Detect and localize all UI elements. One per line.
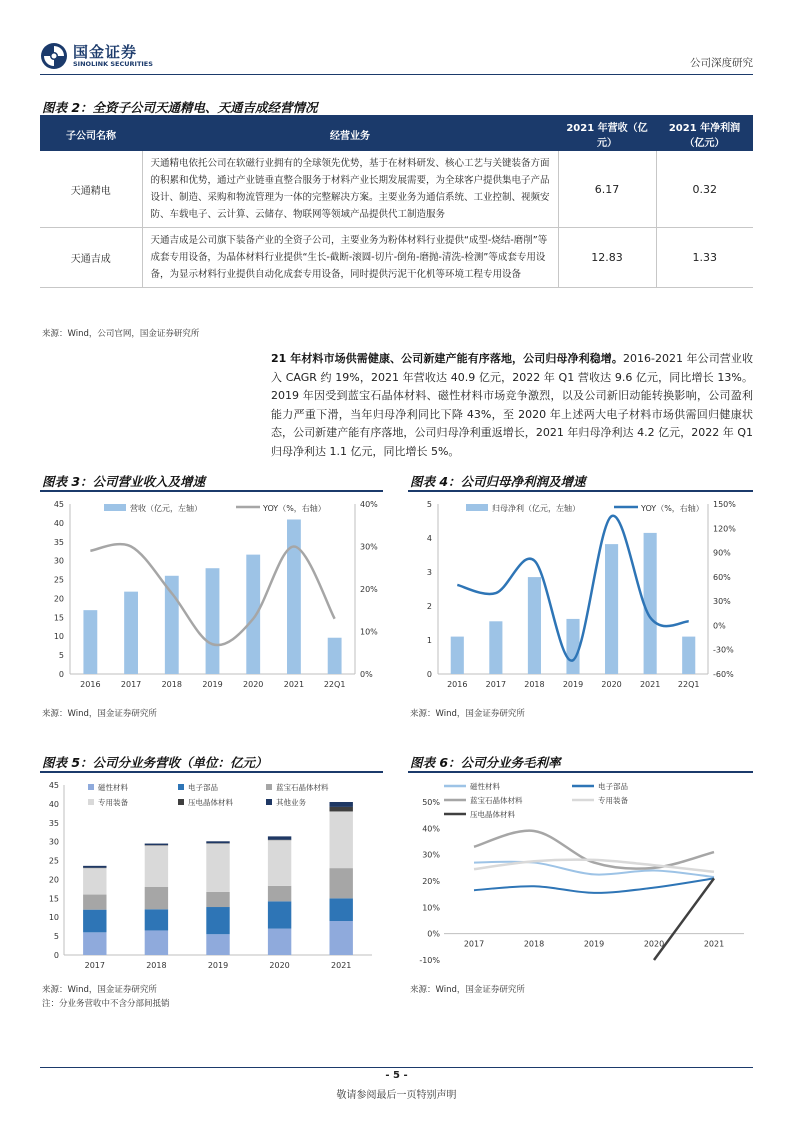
stacked-bar-segment [83, 868, 106, 894]
legend-label: 蓝宝石晶体材料 [470, 796, 523, 805]
y-tick-label-right: -30% [713, 645, 734, 655]
y-tick-label-left: 2 [426, 602, 432, 611]
fig4-title: 图表 4：公司归母净利润及增速 [410, 474, 586, 489]
bar [489, 621, 502, 674]
y-tick-label-right: 60% [713, 572, 731, 582]
table2-title: 图表 2：全资子公司天通精电、天通吉成经营情况 [42, 100, 318, 115]
x-tick-label: 2017 [84, 961, 105, 970]
y-tick-label-left: 5 [58, 651, 64, 661]
table-header-row [40, 117, 753, 151]
paragraph-lead: 21 年材料市场供需健康、公司新建产能有序落地，公司归母净利稳增。 [271, 352, 623, 365]
y-tick-label: 0 [53, 951, 59, 960]
fig3-title-rule [40, 490, 383, 492]
stacked-bar-segment [145, 887, 168, 909]
y-tick-label: 15 [48, 894, 59, 904]
y-tick-label-right: -60% [713, 670, 734, 679]
legend-label: 电子部品 [598, 782, 628, 791]
fig5-note: 注：分业务营收中不含分部间抵销 [42, 999, 170, 1009]
x-tick-label: 22Q1 [677, 680, 700, 689]
x-tick-label: 2017 [463, 939, 485, 949]
y-tick-label-left: 40 [53, 518, 64, 528]
fig3-chart [40, 494, 385, 694]
y-tick-label-right: 10% [360, 627, 378, 637]
y-tick-label-right: 40% [360, 500, 378, 509]
stacked-bar-segment [83, 932, 106, 955]
bar [206, 568, 220, 674]
col-header-revenue: 2021 年营收（亿元） [558, 117, 656, 151]
fig4-chart [408, 494, 753, 694]
stacked-bar-segment [145, 845, 168, 887]
stacked-bar-segment [145, 909, 168, 930]
subsidiary-table [40, 117, 753, 288]
sinolink-logo-icon [40, 42, 68, 70]
stacked-bar-segment [206, 907, 229, 934]
stacked-bar-segment [329, 921, 352, 955]
y-tick-label: 35 [48, 818, 59, 828]
y-tick-label-right: 120% [713, 524, 736, 534]
y-tick-label-right: 0% [360, 670, 373, 679]
series-line [474, 878, 714, 892]
y-tick-label: 40 [48, 799, 59, 809]
x-tick-label: 2020 [643, 939, 665, 949]
y-tick-label-left: 15 [53, 613, 64, 623]
analysis-paragraph [271, 350, 753, 462]
paragraph-body: 2016-2021 年公司营业收入 CAGR 约 19%，2021 年营收达 40.9 亿元，2022 年 Q1 营收达 9.6 亿元，同比增长 13%。2019 年因受到蓝宝石晶体材料、磁性材料市场竞争激烈，以及公司新旧动能转换影响，公司盈利能力严重下滑，当年归母净利同比下降 43%，至 2020 年上述两大电子材料市场供需回归健康状态，公司新建产能有序落地，公司归母净利重返增长，2021 年归母净利达 4.2 亿元，2022 年 Q1 归母净利达 1.1 亿元，同比增长 5%。 [271, 352, 753, 458]
x-tick-label: 2021 [331, 961, 352, 970]
x-tick-label: 2016 [80, 680, 101, 689]
y-tick-label: 10 [48, 913, 59, 923]
legend-label: 压电晶体材料 [470, 810, 515, 819]
y-tick-label-left: 20 [53, 594, 64, 604]
header-divider [40, 74, 753, 75]
bar [287, 519, 301, 674]
stacked-bar-segment [145, 844, 168, 846]
stacked-bar-segment [329, 811, 352, 868]
stacked-bar-segment [83, 895, 106, 910]
legend-swatch [88, 784, 94, 790]
report-type-label: 公司深度研究 [690, 57, 753, 69]
y-tick-label: 45 [48, 781, 59, 790]
legend-label: 磁性材料 [98, 783, 128, 792]
legend-swatch [266, 799, 272, 805]
y-tick-label: 0% [427, 929, 440, 939]
cell-business: 天通吉成是公司旗下装备产业的全资子公司，主要业务为粉体材料行业提供“成型-烧结-磨削”等成套专用设备，为晶体材料行业提供“生长-截断-滚圆-切片-倒角-磨抛-清洗-检测”等成套专用设备，为显示材料行业提供自动化成套专用设备，同时提供污泥干化机等环境工程专用设备 [142, 228, 558, 288]
table-row [40, 151, 753, 228]
fig4-legend [466, 503, 704, 514]
bar [451, 637, 464, 674]
x-tick-label: 2019 [562, 680, 584, 689]
x-tick-label: 2020 [269, 961, 290, 970]
company-logo [40, 42, 153, 70]
stacked-bar-segment [329, 868, 352, 898]
stacked-bar-segment [206, 844, 229, 892]
fig5-chart [40, 775, 385, 975]
y-tick-label-left: 0 [58, 670, 64, 679]
x-tick-label: 2017 [485, 680, 507, 689]
y-tick-label: 20% [422, 877, 440, 886]
y-tick-label: 20 [48, 875, 59, 885]
bar [246, 555, 260, 674]
x-tick-label: 2019 [207, 961, 229, 970]
legend-label-revenue: 营收（亿元，左轴） [130, 504, 202, 513]
x-tick-label: 2017 [120, 680, 142, 689]
stacked-bar-segment [329, 807, 352, 812]
legend-label: 其他业务 [276, 798, 306, 807]
legend-label-yoy: YOY（%，右轴） [263, 504, 326, 513]
x-tick-label: 2018 [161, 680, 182, 689]
legend-swatch [178, 784, 184, 790]
footer-divider [40, 1067, 753, 1068]
legend-label: 专用装备 [598, 796, 628, 805]
legend-swatch-revenue [104, 504, 126, 511]
cell-profit: 1.33 [656, 228, 753, 288]
footer-disclaimer: 敬请参阅最后一页特别声明 [336, 1090, 457, 1101]
legend-label-yoy: YOY（%，右轴） [641, 504, 704, 513]
x-tick-label: 22Q1 [323, 680, 346, 689]
bar [566, 619, 579, 674]
fig4-title-rule [408, 490, 753, 492]
x-tick-label: 2020 [601, 680, 622, 689]
fig6-chart [408, 775, 753, 975]
y-tick-label: 50% [422, 798, 440, 807]
stacked-bar-segment [83, 866, 106, 868]
table-row [40, 228, 753, 288]
cell-business: 天通精电依托公司在软磁行业拥有的全球领先优势，基于在材料研发、核心工艺与关键装备方面的积累和优势，通过产业链垂直整合服务于材料产业长期发展需要，为全球客户提供集电子产品设计、制造、采购和物流管理为一体的完整解决方案。主要业务为通信系统、工业控制、视频安防、车载电子、云计算、云储存、物联网等领域产品提供代工制造服务 [142, 151, 558, 228]
legend-label: 磁性材料 [470, 782, 500, 791]
legend-swatch [88, 799, 94, 805]
legend-label: 专用装备 [98, 798, 128, 807]
bar [605, 544, 618, 674]
x-tick-label: 2018 [524, 680, 545, 689]
stacked-bar-segment [329, 802, 352, 807]
x-tick-label: 2016 [447, 680, 468, 689]
y-tick-label-left: 3 [426, 568, 432, 577]
stacked-bar-segment [206, 892, 229, 907]
y-tick-label: 10% [422, 903, 440, 913]
y-tick-label-right: 20% [360, 585, 378, 594]
col-header-profit: 2021 年净利润（亿元） [656, 117, 753, 151]
y-tick-label: -10% [419, 956, 440, 965]
y-tick-label-right: 30% [713, 597, 731, 607]
cell-name: 天通吉成 [40, 228, 142, 288]
cell-revenue: 6.17 [558, 151, 656, 228]
legend-label: 蓝宝石晶体材料 [276, 783, 329, 792]
stacked-bar-segment [83, 910, 106, 933]
bar [328, 638, 342, 674]
bar [124, 592, 138, 674]
cell-name: 天通精电 [40, 151, 142, 228]
stacked-bar-segment [268, 836, 291, 839]
fig6-title-rule [408, 771, 753, 773]
x-tick-label: 2021 [703, 939, 725, 949]
y-tick-label: 30% [422, 850, 440, 860]
y-tick-label: 25 [48, 856, 59, 866]
x-tick-label: 2018 [146, 961, 167, 970]
y-tick-label-right: 0% [713, 621, 726, 631]
stacked-bar-segment [145, 930, 168, 955]
y-tick-label-right: 30% [360, 542, 378, 552]
legend-swatch [178, 799, 184, 805]
fig5-title: 图表 5：公司分业务营收（单位：亿元） [42, 755, 268, 770]
table2-source: 来源：Wind，公司官网，国金证券研究所 [42, 329, 200, 339]
logo-chinese: 国金证券 [73, 42, 138, 61]
bar [83, 610, 97, 674]
bar [682, 637, 695, 674]
y-tick-label-left: 0 [426, 670, 432, 679]
bar [165, 576, 179, 674]
y-tick-label-left: 30 [53, 556, 64, 566]
legend-label-profit: 归母净利（亿元，左轴） [492, 504, 580, 513]
y-tick-label-left: 1 [426, 636, 432, 645]
stacked-bar-segment [206, 841, 229, 843]
bar [528, 577, 541, 674]
y-tick-label-left: 5 [426, 500, 432, 509]
x-tick-label: 2019 [202, 680, 223, 689]
y-tick-label: 5 [53, 932, 59, 942]
y-tick-label: 40% [422, 824, 440, 834]
fig5-source: 来源：Wind，国金证券研究所 [42, 985, 157, 995]
fig3-title: 图表 3：公司营业收入及增速 [42, 474, 206, 489]
stacked-bar-segment [268, 886, 291, 901]
x-tick-label: 2020 [243, 680, 264, 689]
stacked-bar-segment [268, 901, 291, 928]
page-number: - 5 - [385, 1070, 408, 1081]
y-tick-label-left: 25 [53, 575, 64, 585]
stacked-bar-segment [268, 840, 291, 886]
y-tick-label-right: 90% [713, 548, 731, 558]
x-tick-label: 2019 [583, 939, 605, 949]
fig5-title-rule [40, 771, 383, 773]
y-tick-label-right: 150% [713, 500, 736, 509]
logo-english: SINOLINK SECURITIES [73, 59, 153, 68]
cell-revenue: 12.83 [558, 228, 656, 288]
stacked-bar-segment [268, 929, 291, 955]
bar [644, 533, 657, 674]
legend-label: 电子部品 [188, 783, 218, 792]
stacked-bar-segment [329, 898, 352, 921]
col-header-name: 子公司名称 [40, 117, 142, 151]
fig4-source: 来源：Wind，国金证券研究所 [410, 709, 525, 719]
x-tick-label: 2018 [523, 939, 545, 949]
y-tick-label-left: 35 [53, 537, 64, 547]
fig6-source: 来源：Wind，国金证券研究所 [410, 985, 525, 995]
fig3-legend [104, 503, 326, 514]
x-tick-label: 2021 [283, 680, 305, 689]
y-tick-label: 30 [48, 837, 59, 847]
y-tick-label-left: 4 [426, 534, 432, 543]
col-header-business: 经营业务 [142, 117, 558, 151]
legend-swatch [266, 784, 272, 790]
cell-profit: 0.32 [656, 151, 753, 228]
page-header [40, 38, 753, 74]
stacked-bar-segment [206, 934, 229, 955]
y-tick-label-left: 10 [53, 632, 64, 642]
legend-swatch-profit [466, 504, 488, 511]
fig6-title: 图表 6：公司分业务毛利率 [410, 755, 561, 770]
legend-label: 压电晶体材料 [188, 798, 233, 807]
y-tick-label-left: 45 [53, 500, 64, 509]
fig3-source: 来源：Wind，国金证券研究所 [42, 709, 157, 719]
x-tick-label: 2021 [639, 680, 661, 689]
